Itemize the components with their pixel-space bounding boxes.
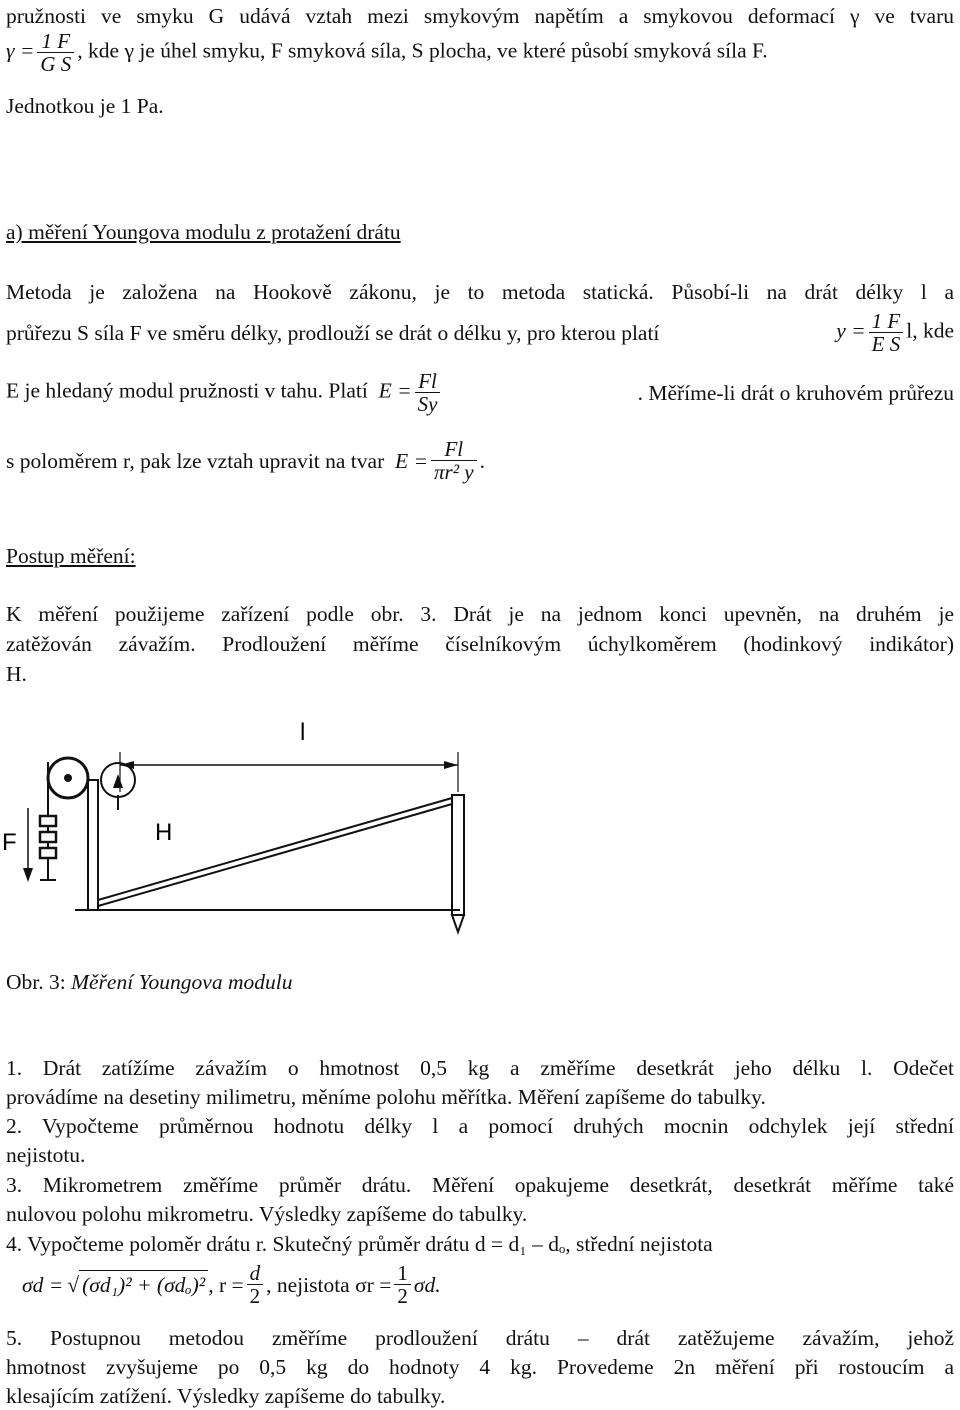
figure-caption: Obr. 3: Měření Youngova modulu — [6, 970, 293, 994]
step-5-line-2: hmotnost zvyšujeme po 0,5 kg do hodnoty 4 kg. Provedeme 2n měření při rostoucím a — [6, 1355, 954, 1379]
radius-fraction: $\frac{d}{2}$ — [247, 1262, 264, 1307]
procedure-heading: Postup měření: — [6, 544, 136, 568]
dimension-arrow-right — [444, 761, 458, 769]
young-formula-fraction-1: $\frac{1 F}{\text{E S}}$ — [869, 310, 904, 355]
weight-1 — [40, 816, 56, 826]
uncertainty-fraction: $\frac{1}{2}$ — [394, 1262, 411, 1307]
section-a-line-1: Metoda je založena na Hookově zákonu, je to metoda statická. Působí-li na drát délky l a — [6, 280, 954, 304]
sqrt-expression: (σd₁)² + (σdₒ)² — [79, 1270, 208, 1299]
step-1-line-2: provádíme na desetiny milimetru, měníme polohu měřítka. Měření zapíšeme do tabulky. — [6, 1085, 766, 1109]
young-formula-fraction-2: $\frac{Fl}{Sy}$ — [415, 370, 441, 415]
shear-formula-fraction: $\frac{1 F}{\text{G S}}$ — [37, 30, 74, 75]
step-4-formula: σd = √ (σd₁)² + (σdₒ)² , r = $\frac{d}{2}$ , nejistota σr = $\frac{1}{2}$ σd. — [22, 1261, 441, 1308]
wire-lower — [98, 804, 452, 906]
wire-upper — [98, 798, 452, 900]
young-formula-fraction-3: $\frac{Fl}{\text{πr² y}}$ — [431, 438, 477, 483]
intro-line-2 — [6, 30, 954, 75]
step-2-line-2: nejistotu. — [6, 1143, 86, 1167]
support-post — [88, 780, 98, 910]
step-5-line-1: 5. Postupnou metodou změříme prodloužení drátu – drát zatěžujeme závažím, jehož — [6, 1326, 954, 1350]
label-H: H — [155, 819, 173, 846]
section-a-line-2: průřezu S síla F ve směru délky, prodlouží se drát o délku y, pro kterou platí y = $\frac{1 F}{\text{E S}}$ l, kde — [6, 309, 954, 356]
section-a-line-3: E je hledaný modul pružnosti v tahu. Platí E = $\frac{Fl}{Sy}$ . Měříme-li drát o kruhovém průřezu — [6, 369, 954, 416]
section-a-line-4: s poloměrem r, pak lze vztah upravit na tvar E = $\frac{Fl}{\text{πr² y}}$ . — [6, 437, 485, 484]
shear-formula-lhs: γ = — [6, 38, 35, 63]
step-3-line-1: 3. Mikrometrem změříme průměr drátu. Měření opakujeme desetkrát, desetkrát měříme také — [6, 1173, 954, 1197]
procedure-line-2: zatěžován závažím. Prodloužení měříme číselníkovým úchylkoměrem (hodinkový indikátor) — [6, 632, 954, 656]
intro-line-1: pružnosti ve smyku G udává vztah mezi smykovým napětím a smykovou deformací γ ve tvaru — [6, 4, 954, 28]
step-2-line-1: 2. Vypočteme průměrnou hodnotu délky l a pomocí druhých mocnin odchylek její střední — [6, 1114, 954, 1138]
intro-line-2-text: , kde γ je úhel smyku, F smyková síla, S plocha, ve které působí smyková síla F. — [77, 38, 768, 63]
step-4-line-1: 4. Vypočteme poloměr drátu r. Skutečný průměr drátu d = d₁ – dₒ, střední nejistota — [6, 1232, 713, 1256]
step-1-line-1: 1. Drát zatížíme závažím o hmotnost 0,5 kg a změříme desetkrát jeho délku l. Odečet — [6, 1056, 954, 1080]
anchor-peg — [452, 795, 464, 915]
step-3-line-2: nulovou polohu mikrometru. Výsledky zapíšeme do tabulky. — [6, 1202, 528, 1226]
label-l: l — [300, 719, 306, 746]
label-F: F — [2, 829, 17, 856]
procedure-line-1: K měření použijeme zařízení podle obr. 3. Drát je na jednom konci upevněn, na druhém je — [6, 602, 954, 626]
weight-3 — [40, 848, 56, 858]
intro-line-3: Jednotkou je 1 Pa. — [6, 94, 164, 118]
section-a-title: a) měření Youngova modulu z protažení drátu — [6, 220, 401, 244]
procedure-line-3: H. — [6, 662, 27, 686]
young-modulus-apparatus-figure — [0, 700, 960, 950]
weight-2 — [40, 832, 56, 842]
step-5-line-3: klesajícím zatížení. Výsledky zapíšeme do tabulky. — [6, 1384, 446, 1408]
